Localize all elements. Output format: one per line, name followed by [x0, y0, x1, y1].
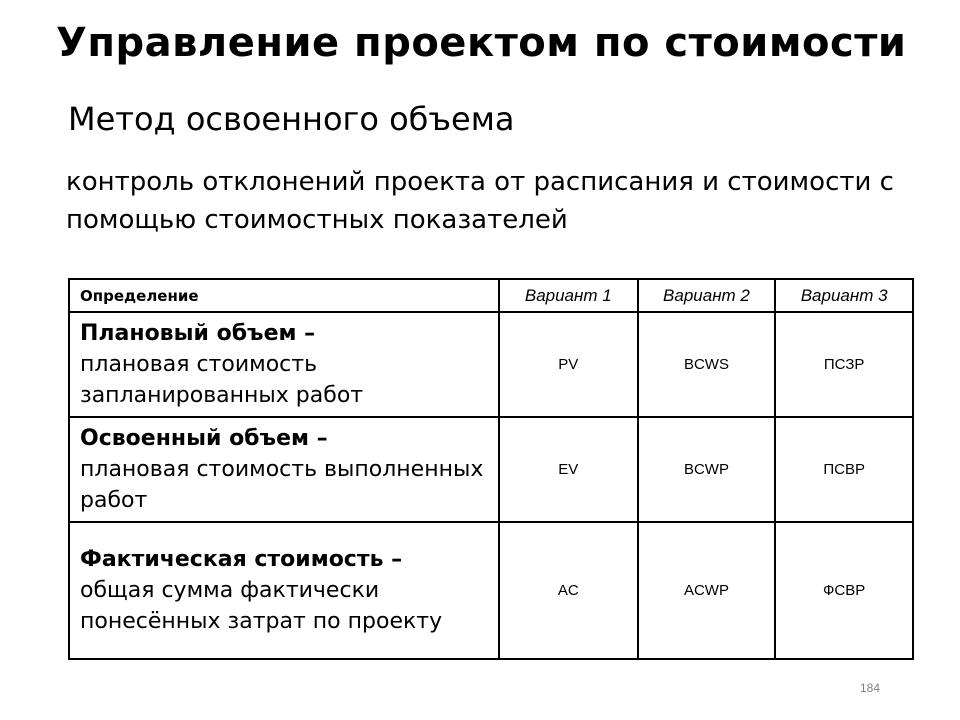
- table-header-row: [69, 279, 913, 312]
- header-definition: Определение: [69, 279, 499, 312]
- variant-3-cell: ПСЗР: [775, 312, 913, 417]
- variant-2-cell: BCWP: [638, 417, 776, 522]
- variant-1-cell: AC: [499, 522, 638, 659]
- definition-cell: [69, 417, 499, 522]
- variant-1-cell: PV: [499, 312, 638, 417]
- term-definition: плановая стоимость запланированных работ: [80, 352, 364, 408]
- table-row: [69, 312, 913, 417]
- term-label: Освоенный объем –: [80, 426, 328, 451]
- variant-2-cell: ACWP: [638, 522, 776, 659]
- variant-2-cell: BCWS: [638, 312, 776, 417]
- slide-title: Управление проектом по стоимости: [56, 20, 907, 66]
- term-label: Фактическая стоимость –: [80, 547, 403, 572]
- slide-subtitle: Метод освоенного объема: [68, 100, 515, 138]
- term-label: Плановый объем –: [80, 321, 316, 346]
- variant-1-cell: EV: [499, 417, 638, 522]
- term-definition: общая сумма фактически понесённых затрат по проекту: [80, 578, 443, 634]
- table-row: [69, 522, 913, 659]
- table-row: [69, 417, 913, 522]
- header-variant-3: Вариант 3: [775, 279, 913, 312]
- header-variant-1: Вариант 1: [499, 279, 638, 312]
- definition-cell: [69, 312, 499, 417]
- definition-cell: [69, 522, 499, 659]
- header-variant-2: Вариант 2: [638, 279, 776, 312]
- earned-value-table: [68, 278, 914, 660]
- term-definition: плановая стоимость выполненных работ: [80, 457, 484, 513]
- variant-3-cell: ПСВР: [775, 417, 913, 522]
- page-number: 184: [860, 681, 881, 695]
- variant-3-cell: ФСВР: [775, 522, 913, 659]
- intro-text: контроль отклонений проекта от расписания и стоимости с помощью стоимостных показателей: [66, 167, 894, 235]
